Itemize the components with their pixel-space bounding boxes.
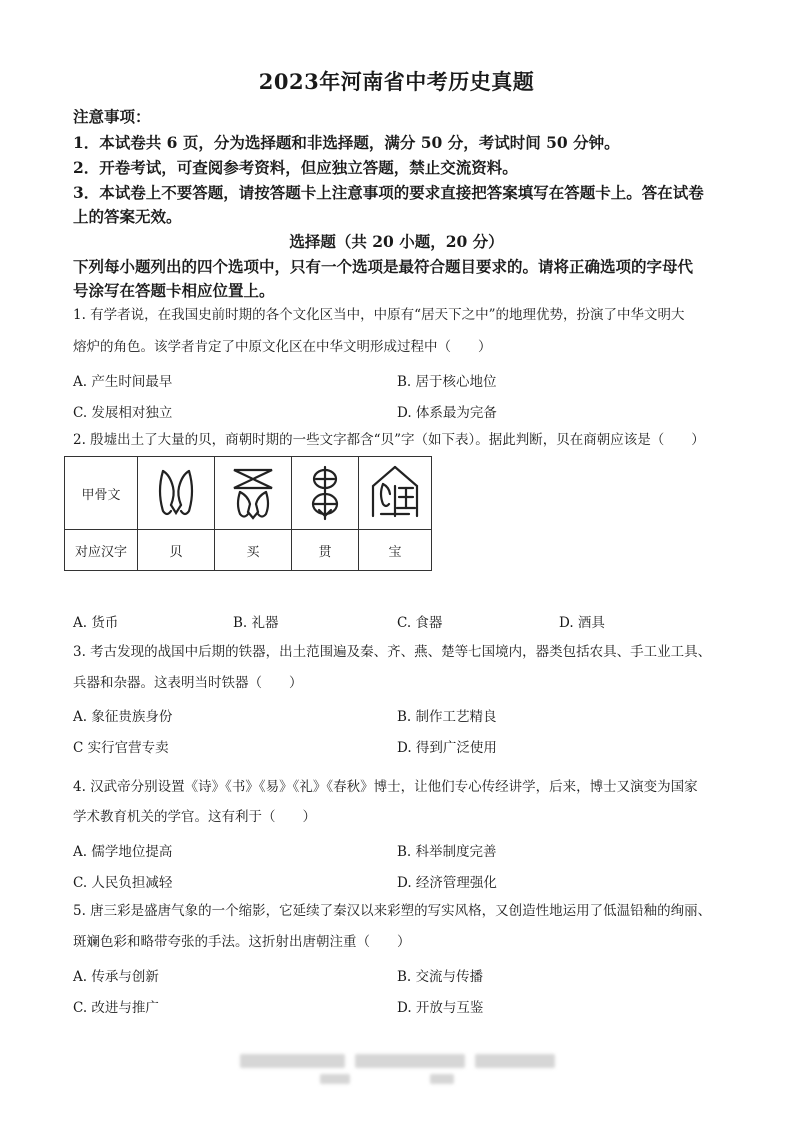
- option-d: D. 经济管理强化: [397, 875, 497, 891]
- notice-heading: 注意事项：: [73, 107, 151, 126]
- question-text: 学术教育机关的学官。这有利于（ ）: [73, 809, 316, 825]
- option-d: D. 体系最为完备: [397, 405, 497, 421]
- table-cell: 宝: [359, 530, 432, 571]
- notice-item: 2．开卷考试，可查阅参考资料，但应独立答题，禁止交流资料。: [73, 158, 518, 177]
- option-d: D. 开放与互鉴: [397, 1000, 484, 1016]
- option-a: A. 儒学地位提高: [73, 844, 173, 860]
- option-b: B. 礼器: [233, 615, 279, 631]
- notice-item: 1．本试卷共 6 页，分为选择题和非选择题，满分 50 分，考试时间 50 分钟。: [73, 133, 620, 152]
- option-a: A. 象征贵族身份: [73, 709, 173, 725]
- option-b: B. 居于核心地位: [397, 374, 497, 390]
- option-d: D. 酒具: [559, 615, 605, 631]
- option-a: A. 产生时间最早: [73, 374, 173, 390]
- option-c: C. 人民负担减轻: [73, 875, 173, 891]
- oracle-glyph-bao: [359, 457, 432, 530]
- notice-item: 3．本试卷上不要答题，请按答题卡上注意事项的要求直接把答案填写在答题卡上。答在试卷: [73, 183, 704, 202]
- option-c: C. 改进与推广: [73, 1000, 159, 1016]
- option-c: C. 发展相对独立: [73, 405, 173, 421]
- option-b: B. 制作工艺精良: [397, 709, 497, 725]
- table-cell: 贯: [292, 530, 359, 571]
- option-b: B. 科举制度完善: [397, 844, 497, 860]
- section-instruction: 下列每小题列出的四个选项中，只有一个选项是最符合题目要求的。请将正确选项的字母代: [73, 257, 694, 276]
- table-row-header: 对应汉字: [65, 530, 138, 571]
- section-heading: 选择题（共 20 小题，20 分）: [289, 232, 504, 251]
- oracle-glyph-guan: [292, 457, 359, 530]
- oracle-glyph-bei: [138, 457, 215, 530]
- question-text: 斑斓色彩和略带夸张的手法。这折射出唐朝注重（ ）: [73, 934, 411, 950]
- question-text: 4. 汉武帝分别设置《诗》《书》《易》《礼》《春秋》博士，让他们专心传经讲学，后来，博士又演变为国家: [73, 779, 698, 795]
- table-cell: 贝: [138, 530, 215, 571]
- option-c: C 实行官营专卖: [73, 740, 169, 756]
- oracle-bone-table: [64, 456, 432, 571]
- question-text: 5. 唐三彩是盛唐气象的一个缩影，它延续了秦汉以来彩塑的写实风格，又创造性地运用了低温铅釉的绚丽、: [73, 903, 712, 919]
- page-title: 2023年河南省中考历史真题: [258, 69, 535, 94]
- section-instruction: 号涂写在答题卡相应位置上。: [73, 281, 275, 300]
- question-text: 兵器和杂器。这表明当时铁器（ ）: [73, 675, 303, 691]
- option-d: D. 得到广泛使用: [397, 740, 497, 756]
- option-b: B. 交流与传播: [397, 969, 484, 985]
- question-text: 2. 殷墟出土了大量的贝，商朝时期的一些文字都含“贝”字（如下表）。据此判断，贝在商朝应该是（ ）: [73, 432, 705, 448]
- table-cell: 买: [215, 530, 292, 571]
- table-row-header: 甲骨文: [65, 457, 138, 530]
- question-text: 3. 考古发现的战国中后期的铁器，出土范围遍及秦、齐、燕、楚等七国境内，器类包括农具、手工业工具、: [73, 644, 712, 660]
- notice-item: 上的答案无效。: [73, 207, 182, 226]
- option-a: A. 货币: [73, 615, 119, 631]
- oracle-glyph-mai: [215, 457, 292, 530]
- option-a: A. 传承与创新: [73, 969, 159, 985]
- question-text: 1. 有学者说，在我国史前时期的各个文化区当中，中原有“居天下之中”的地理优势，扮演了中华文明大: [73, 307, 685, 323]
- option-c: C. 食器: [397, 615, 443, 631]
- question-text: 熔炉的角色。该学者肯定了中原文化区在中华文明形成过程中（ ）: [73, 339, 492, 355]
